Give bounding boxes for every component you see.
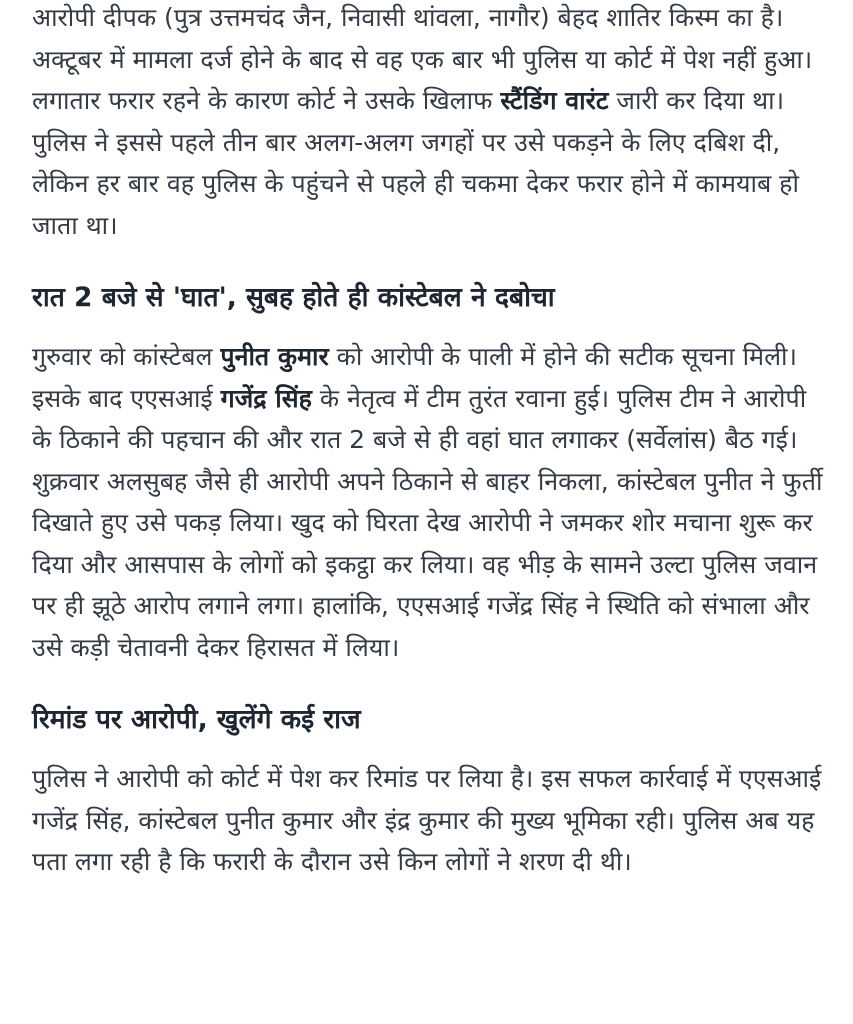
asi-name-bold: गजेंद्र सिंह — [220, 383, 312, 413]
subheading-ambush: रात 2 बजे से 'घात', सुबह होते ही कांस्टेबल ने दबोचा — [32, 282, 555, 313]
para1-text: आरोपी दीपक (पुत्र उत्तमचंद जैन, निवासी थांवला, नागौर) बेहद शातिर किस्म का है। अक्टूबर में मामला दर्ज होने के बाद से वह एक बार भी पुलिस या कोर्ट में पेश नहीं हुआ। लगातार फरार रहने के कारण कोर्ट ने उसके खिलाफ — [32, 3, 813, 115]
spacer — [32, 318, 832, 336]
para2-text-c: के नेतृत्व में टीम तुरंत रवाना हुई। पुलिस टीम ने आरोपी के ठिकाने की पहचान की और रात 2 बजे से ही वहां घात लगाकर (सर्वेलांस) बैठ गई। शुक्रवार अलसुबह जैसे ही आरोपी अपने ठिकाने से बाहर निकला, कांस्टेबल पुनीत ने फुर्ती दिखाते हुए उसे पकड़ लिया। खुद को घिरता देख आरोपी ने जमकर शोर मचाना शुरू कर दिया और आसपास के लोगों को इकट्ठा कर लिया। वह भीड़ के सामने उल्टा पुलिस जवान पर ही झूठे आरोप लगाने लगा। हालांकि, एएसआई गजेंद्र सिंह ने स्थिति को संभाला और उसे कड़ी चेतावनी देकर हिरासत में लिया। — [32, 383, 823, 662]
paragraph-accused-background — [32, 0, 832, 246]
article-body — [32, 0, 832, 883]
para2-text-b: को आरोपी के पाली में होने की सटीक सूचना मिली। इसके बाद एएसआई — [32, 342, 797, 413]
paragraph-remand: पुलिस ने आरोपी को कोर्ट में पेश कर रिमांड पर लिया है। इस सफल कार्रवाई में एएसआई गजेंद्र सिंह, कांस्टेबल पुनीत कुमार और इंद्र कुमार की मुख्य भूमिका रही। पुलिस अब यह पता लगा रही है कि फरारी के दौरान उसे किन लोगों ने शरण दी थी। — [32, 764, 822, 876]
constable-name-bold: पुनीत कुमार — [220, 342, 329, 371]
paragraph-arrest — [32, 336, 832, 668]
spacer — [32, 740, 832, 758]
spacer — [32, 246, 832, 278]
para1-end-text: जारी कर दिया था। पुलिस ने इससे पहले तीन बार अलग-अलग जगहों पर उसे पकड़ने के लिए दबिश दी, लेकिन हर बार वह पुलिस के पहुंचने से पहले ही चकमा देकर फरार होने में कामयाब हो जाता था। — [32, 86, 799, 240]
para2-text-a: गुरुवार को कांस्टेबल — [32, 342, 221, 371]
subheading-remand: रिमांड पर आरोपी, खुलेंगे कई राज — [32, 704, 361, 735]
standing-warrant-bold: स्टैंडिंग वारंट — [500, 86, 609, 115]
spacer — [32, 668, 832, 700]
